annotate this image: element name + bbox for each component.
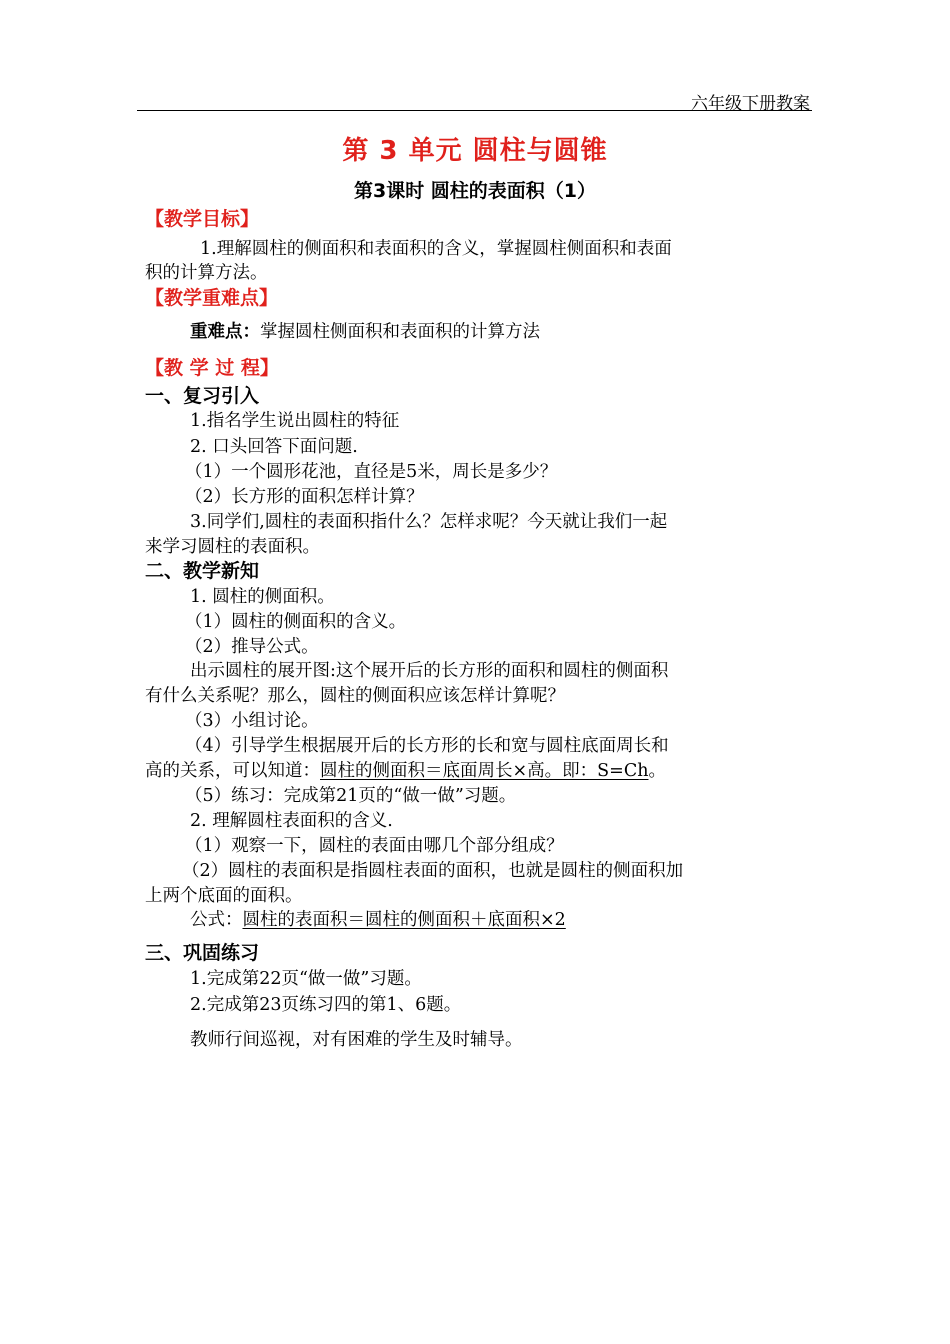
body-line: （1）圆柱的侧面积的含义。 [185,612,407,632]
surface-area-formula: 圆柱的表面积＝圆柱的侧面积＋底面积×2 [242,910,566,930]
body-line: 上两个底面的面积。 [145,886,303,906]
header-divider [137,110,812,111]
body-line: 2.完成第23页练习四的第1、6题。 [190,995,462,1015]
process-heading: 【教 学 过 程】 [145,357,279,379]
lateral-area-formula: 圆柱的侧面积＝底面周长×高。即：S=Ch [320,761,649,781]
objectives-heading: 【教学目标】 [145,208,260,230]
body-line: 来学习圆柱的表面积。 [145,537,320,557]
body-line: 3.同学们,圆柱的表面积指什么？怎样求呢？今天就让我们一起 [190,512,668,532]
text-segment: 高的关系，可以知道： [145,761,320,781]
body-line: （2）圆柱的表面积是指圆柱表面的面积，也就是圆柱的侧面积加 [182,861,684,881]
key-points-text: 掌握圆柱侧面积和表面积的计算方法 [260,322,540,342]
text-segment: 公式： [190,910,243,930]
body-line: （2）推导公式。 [185,637,319,657]
body-line: 2. 理解圆柱表面积的含义. [190,811,393,831]
body-line: 教师行间巡视，对有困难的学生及时辅导。 [190,1030,523,1050]
body-line [190,908,566,932]
body-line: （5）练习：完成第21页的“做一做”习题。 [185,786,517,806]
body-line: （1）观察一下，圆柱的表面由哪几个部分组成？ [185,836,564,856]
section-title: 一、复习引入 [145,385,260,407]
body-line: 2. 口头回答下面问题. [190,437,358,457]
lesson-title: 第3课时 圆柱的表面积（1） [353,180,597,202]
key-points-label: 重难点： [190,322,260,342]
objective-line: 积的计算方法。 [145,263,268,283]
body-line: （3）小组讨论。 [185,711,319,731]
page-header: 六年级下册教案 [691,94,810,114]
objective-line: 1.理解圆柱的侧面积和表面积的含义，掌握圆柱侧面积和表面 [200,239,672,259]
body-line: 1. 圆柱的侧面积。 [190,587,335,607]
section-title: 二、教学新知 [145,560,260,582]
body-line: （4）引导学生根据展开后的长方形的长和宽与圆柱底面周长和 [185,736,669,756]
key-points-line [190,320,540,344]
body-line: 1.完成第22页“做一做”习题。 [190,969,422,989]
body-line: （2）长方形的面积怎样计算？ [185,487,424,507]
body-line: 1.指名学生说出圆柱的特征 [190,411,400,431]
text-segment: 。 [648,761,666,781]
unit-title: 第 3 单元 圆柱与圆锥 [342,136,608,166]
section-title: 三、巩固练习 [145,942,260,964]
body-line: 有什么关系呢？那么，圆柱的侧面积应该怎样计算呢？ [145,686,565,706]
key-points-heading: 【教学重难点】 [145,287,279,309]
body-line: 出示圆柱的展开图:这个展开后的长方形的面积和圆柱的侧面积 [190,661,669,681]
body-line [145,759,666,783]
body-line: （1）一个圆形花池，直径是5米，周长是多少？ [185,462,558,482]
